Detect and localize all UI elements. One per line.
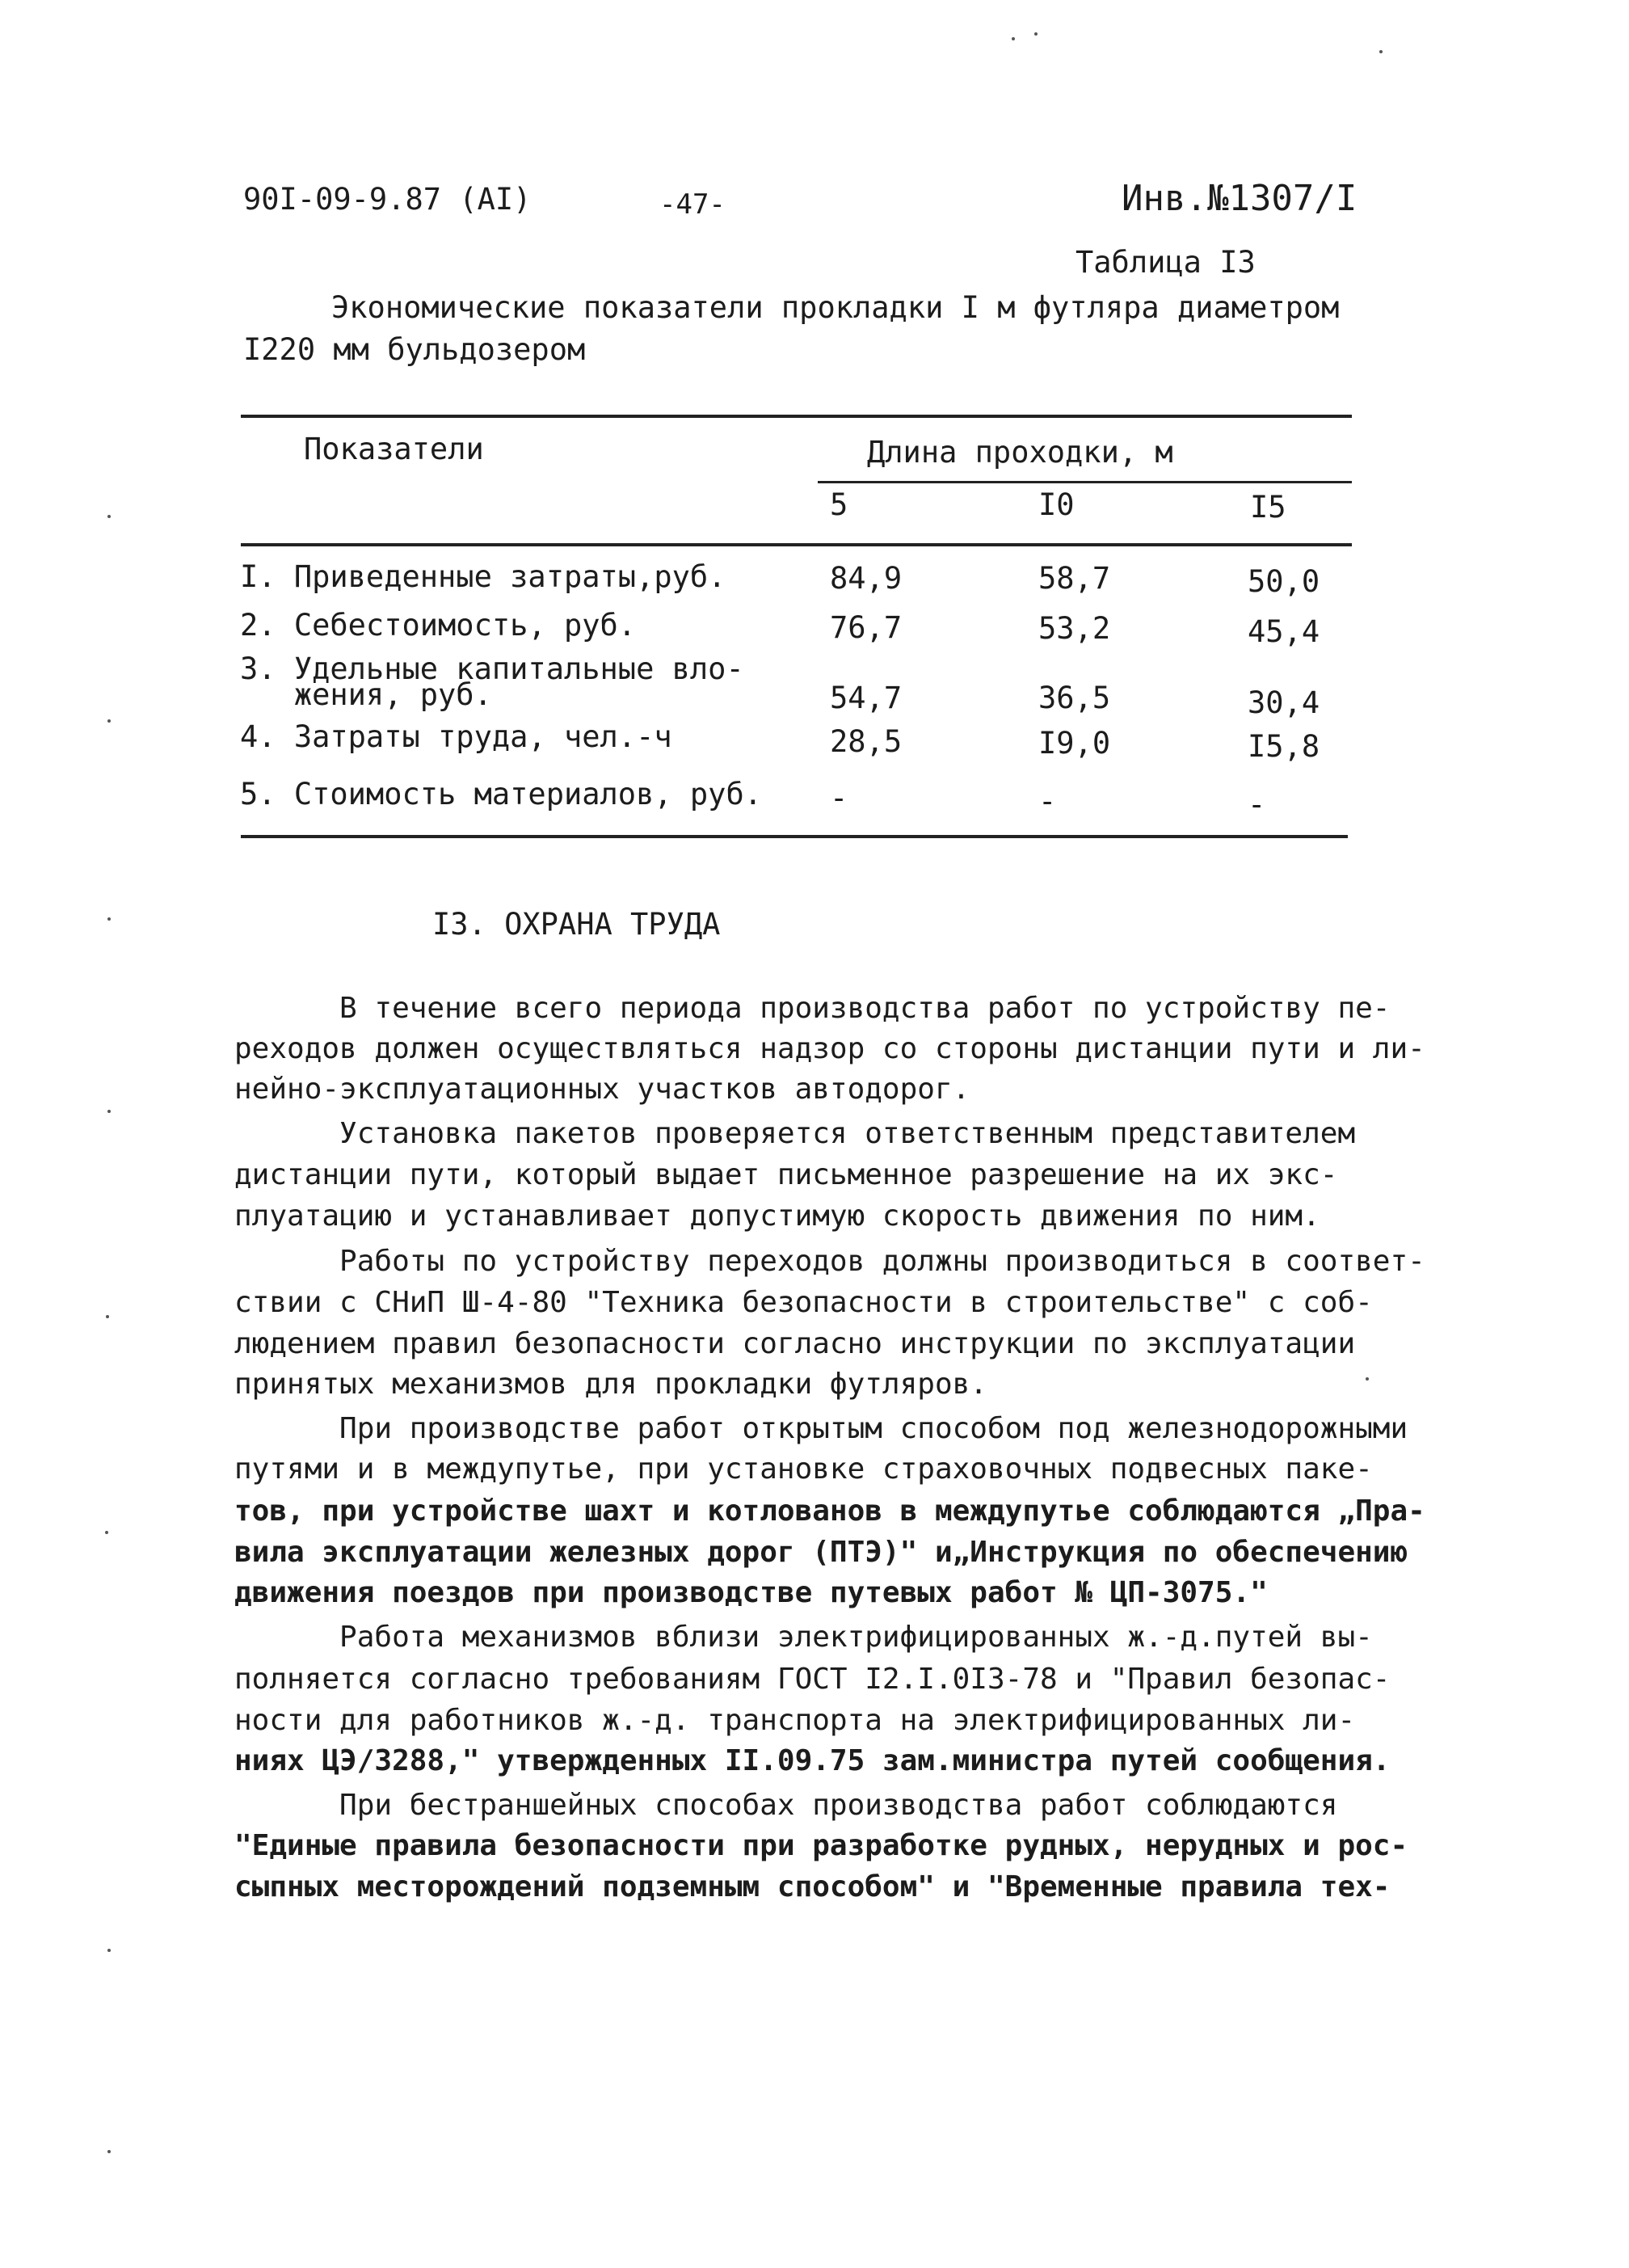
scan-speck <box>1366 1377 1369 1381</box>
row-label: 3. Удельные капитальные вло- <box>240 651 744 686</box>
body-line: путями и в междупутье, при установке страховочных подвесных паке- <box>234 1452 1373 1486</box>
body-line: В течение всего периода производства работ по устройству пе- <box>234 992 1391 1025</box>
scan-speck <box>107 1110 111 1113</box>
table-label: Таблица I3 <box>1075 245 1256 280</box>
body-line: реходов должен осуществляться надзор со стороны дистанции пути и ли- <box>234 1032 1425 1065</box>
body-line: движения поездов при производстве путевых работ № ЦП-3075." <box>234 1576 1268 1609</box>
inventory-number: Инв.№1307/I <box>1122 178 1358 219</box>
table-col-10: I0 <box>1038 487 1075 522</box>
scan-speck <box>106 1315 109 1318</box>
scan-speck <box>107 2150 111 2153</box>
table-caption-line1: Экономические показатели прокладки I м футляра диаметром <box>331 290 1340 325</box>
body-line: Установка пакетов проверяется ответственным представителем <box>234 1117 1356 1150</box>
row-label: I. Приведенные затраты,руб. <box>240 559 726 594</box>
body-line: нейно-эксплуатационных участков автодорог. <box>234 1073 970 1106</box>
row-value: - <box>830 781 848 816</box>
table-header-rule <box>241 543 1352 546</box>
row-value: 45,4 <box>1248 614 1320 649</box>
row-value: - <box>1038 784 1057 819</box>
body-line: полняется согласно требованиям ГОСТ I2.I.0I3-78 и "Правил безопас- <box>234 1663 1391 1696</box>
body-line: плуатацию и устанавливает допустимую скорость движения по ним. <box>234 1199 1320 1233</box>
scan-speck <box>1379 50 1383 53</box>
scan-speck <box>107 917 111 921</box>
body-line: При производстве работ открытым способом под железнодорожными <box>234 1412 1408 1445</box>
table-caption-line2: I220 мм бульдозером <box>243 332 586 367</box>
body-line: дистанции пути, который выдает письменное разрешение на их экс- <box>234 1158 1338 1191</box>
body-line: ности для работников ж.-д. транспорта на электрифицированных ли- <box>234 1704 1356 1737</box>
row-value: 36,5 <box>1038 681 1111 715</box>
row-value: 53,2 <box>1038 611 1111 646</box>
body-line: ниях ЦЭ/3288," утвержденных II.09.75 зам.министра путей сообщения. <box>234 1744 1391 1777</box>
document-code: 90I-09-9.87 (AI) <box>243 182 532 217</box>
body-line: людением правил безопасности согласно инструкции по эксплуатации <box>234 1327 1356 1360</box>
body-line: "Единые правила безопасности при разработке рудных, нерудных и рос- <box>234 1829 1408 1862</box>
table-header-indicators: Показатели <box>304 432 484 466</box>
section-title: I3. ОХРАНА ТРУДА <box>432 907 721 942</box>
scan-speck <box>105 1531 108 1534</box>
row-label: 4. Затраты труда, чел.-ч <box>240 719 672 754</box>
table-col-5: 5 <box>830 487 848 522</box>
body-line: Работы по устройству переходов должны производиться в соответ- <box>234 1245 1425 1278</box>
row-label: 2. Себестоимость, руб. <box>240 608 637 643</box>
table-bottom-rule <box>241 835 1348 838</box>
row-value: I5,8 <box>1248 729 1320 764</box>
body-line: принятых механизмов для прокладки футляров. <box>234 1368 987 1401</box>
row-value: I9,0 <box>1038 726 1111 761</box>
row-value: 28,5 <box>830 724 903 759</box>
row-label: 5. Стоимость материалов, руб. <box>240 777 763 812</box>
body-line: сыпных месторождений подземным способом" и "Временные правила тех- <box>234 1870 1391 1903</box>
body-line: Работа механизмов вблизи электрифицированных ж.-д.путей вы- <box>234 1621 1373 1654</box>
body-line: ствии с СНиП Ш-4-80 "Техника безопасности в строительстве" с соб- <box>234 1286 1373 1319</box>
row-value: 50,0 <box>1248 564 1320 599</box>
scan-speck <box>107 1949 111 1952</box>
scan-speck <box>107 515 111 518</box>
body-line: При бестраншейных способах производства работ соблюдаются <box>234 1789 1338 1822</box>
row-value: 54,7 <box>830 681 903 715</box>
table-header-length: Длина проходки, м <box>867 435 1173 470</box>
row-value: 58,7 <box>1038 561 1111 596</box>
scan-speck <box>107 719 111 723</box>
row-value: 76,7 <box>830 610 903 645</box>
scan-speck <box>1012 37 1015 40</box>
body-line: тов, при устройстве шахт и котлованов в междупутье соблюдаются „Пра- <box>234 1494 1425 1528</box>
row-value: 84,9 <box>830 561 903 596</box>
page-number: -47- <box>659 188 726 221</box>
scan-speck <box>1034 32 1038 36</box>
table-top-rule <box>241 415 1352 418</box>
row-value: 30,4 <box>1248 685 1320 720</box>
body-line: вила эксплуатации железных дорог (ПТЭ)" и„Инструкция по обеспечению <box>234 1536 1408 1569</box>
row-label-continued: жения, руб. <box>240 677 492 712</box>
table-subheader-rule <box>818 481 1352 483</box>
row-value: - <box>1248 787 1266 822</box>
table-col-15: I5 <box>1250 490 1286 525</box>
